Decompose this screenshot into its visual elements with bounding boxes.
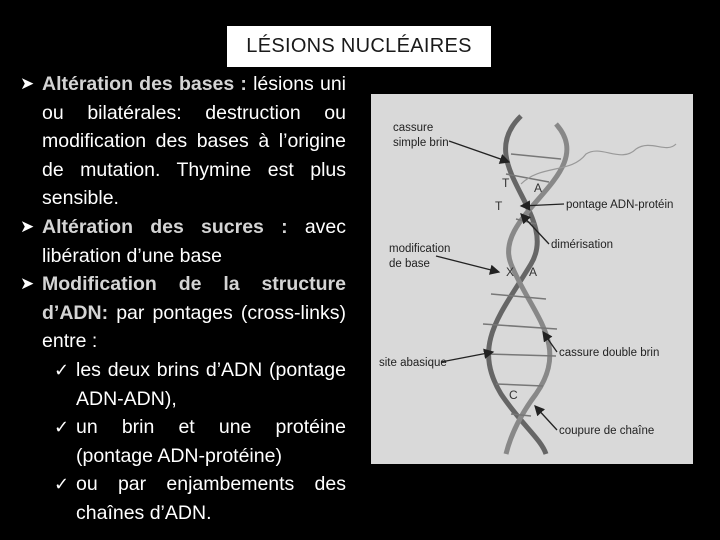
sub-bullet-item (20, 470, 346, 527)
bullet-item (20, 70, 346, 213)
bullet-heading: Altération des bases : (42, 73, 247, 95)
bullet-text: avec libération d’une base (42, 215, 347, 267)
sub-bullet-item (20, 413, 346, 470)
base-c: C (509, 388, 518, 402)
label-coupure-de-chaine: coupure de chaîne (559, 425, 655, 437)
label-cassure-double-brin: cassure double brin (559, 347, 660, 359)
base-a: A (534, 181, 543, 195)
dna-strand-left (489, 116, 546, 454)
bullet-heading: Modification de la structure d’ADN: (42, 273, 346, 324)
checkmark-icon: ✓ (54, 474, 70, 495)
dna-helix-diagram (371, 94, 693, 464)
bullet-heading: Altération des sucres : (42, 215, 288, 238)
sub-bullet-item (20, 356, 346, 413)
label-pontage-adn-proteine: pontage ADN-protéin (566, 199, 674, 211)
checkmark-icon: ✓ (54, 417, 70, 438)
label-site-abasique: site abasique (379, 357, 447, 369)
bullet-text: lésions uni ou bilatérales: destruction ou modification des bases à l’origine de mutation. Thymine est plus sensible. (42, 73, 346, 210)
checkmark-icon: ✓ (54, 359, 70, 380)
bullet-item (20, 213, 346, 270)
slide-title-box (227, 26, 491, 67)
sub-bullet-text: un brin et une protéine (pontage ADN-protéine) (76, 416, 346, 467)
bullet-text: par pontages (cross-links) entre : (42, 301, 346, 353)
label-modification-de-base: modification (389, 243, 451, 255)
bullet-item (20, 270, 346, 356)
slide-title: LÉSIONS NUCLÉAIRES (246, 35, 472, 57)
base-t: T (495, 199, 503, 213)
dna-lesions-figure (371, 94, 693, 464)
arrow-bullet-icon: ➤ (20, 274, 35, 294)
label-cassure-simple-brin: cassure (393, 122, 434, 134)
label-modification-de-base: de base (389, 258, 430, 270)
base-a: A (529, 265, 538, 279)
arrow-bullet-icon: ➤ (20, 74, 35, 93)
protein-strand (521, 144, 676, 184)
base-t: T (502, 176, 510, 190)
label-cassure-simple-brin: simple brin (393, 137, 449, 149)
sub-bullet-text: ou par enjambements des chaînes d’ADN. (76, 473, 346, 524)
bullet-list (20, 70, 346, 528)
arrow-bullet-icon: ➤ (20, 216, 35, 236)
pointer-arrows (436, 141, 564, 430)
sub-bullet-text: les deux brins d’ADN (pontage ADN-ADN), (76, 358, 346, 410)
label-dimerisation: dimérisation (551, 239, 613, 251)
base-x: X (506, 265, 515, 279)
